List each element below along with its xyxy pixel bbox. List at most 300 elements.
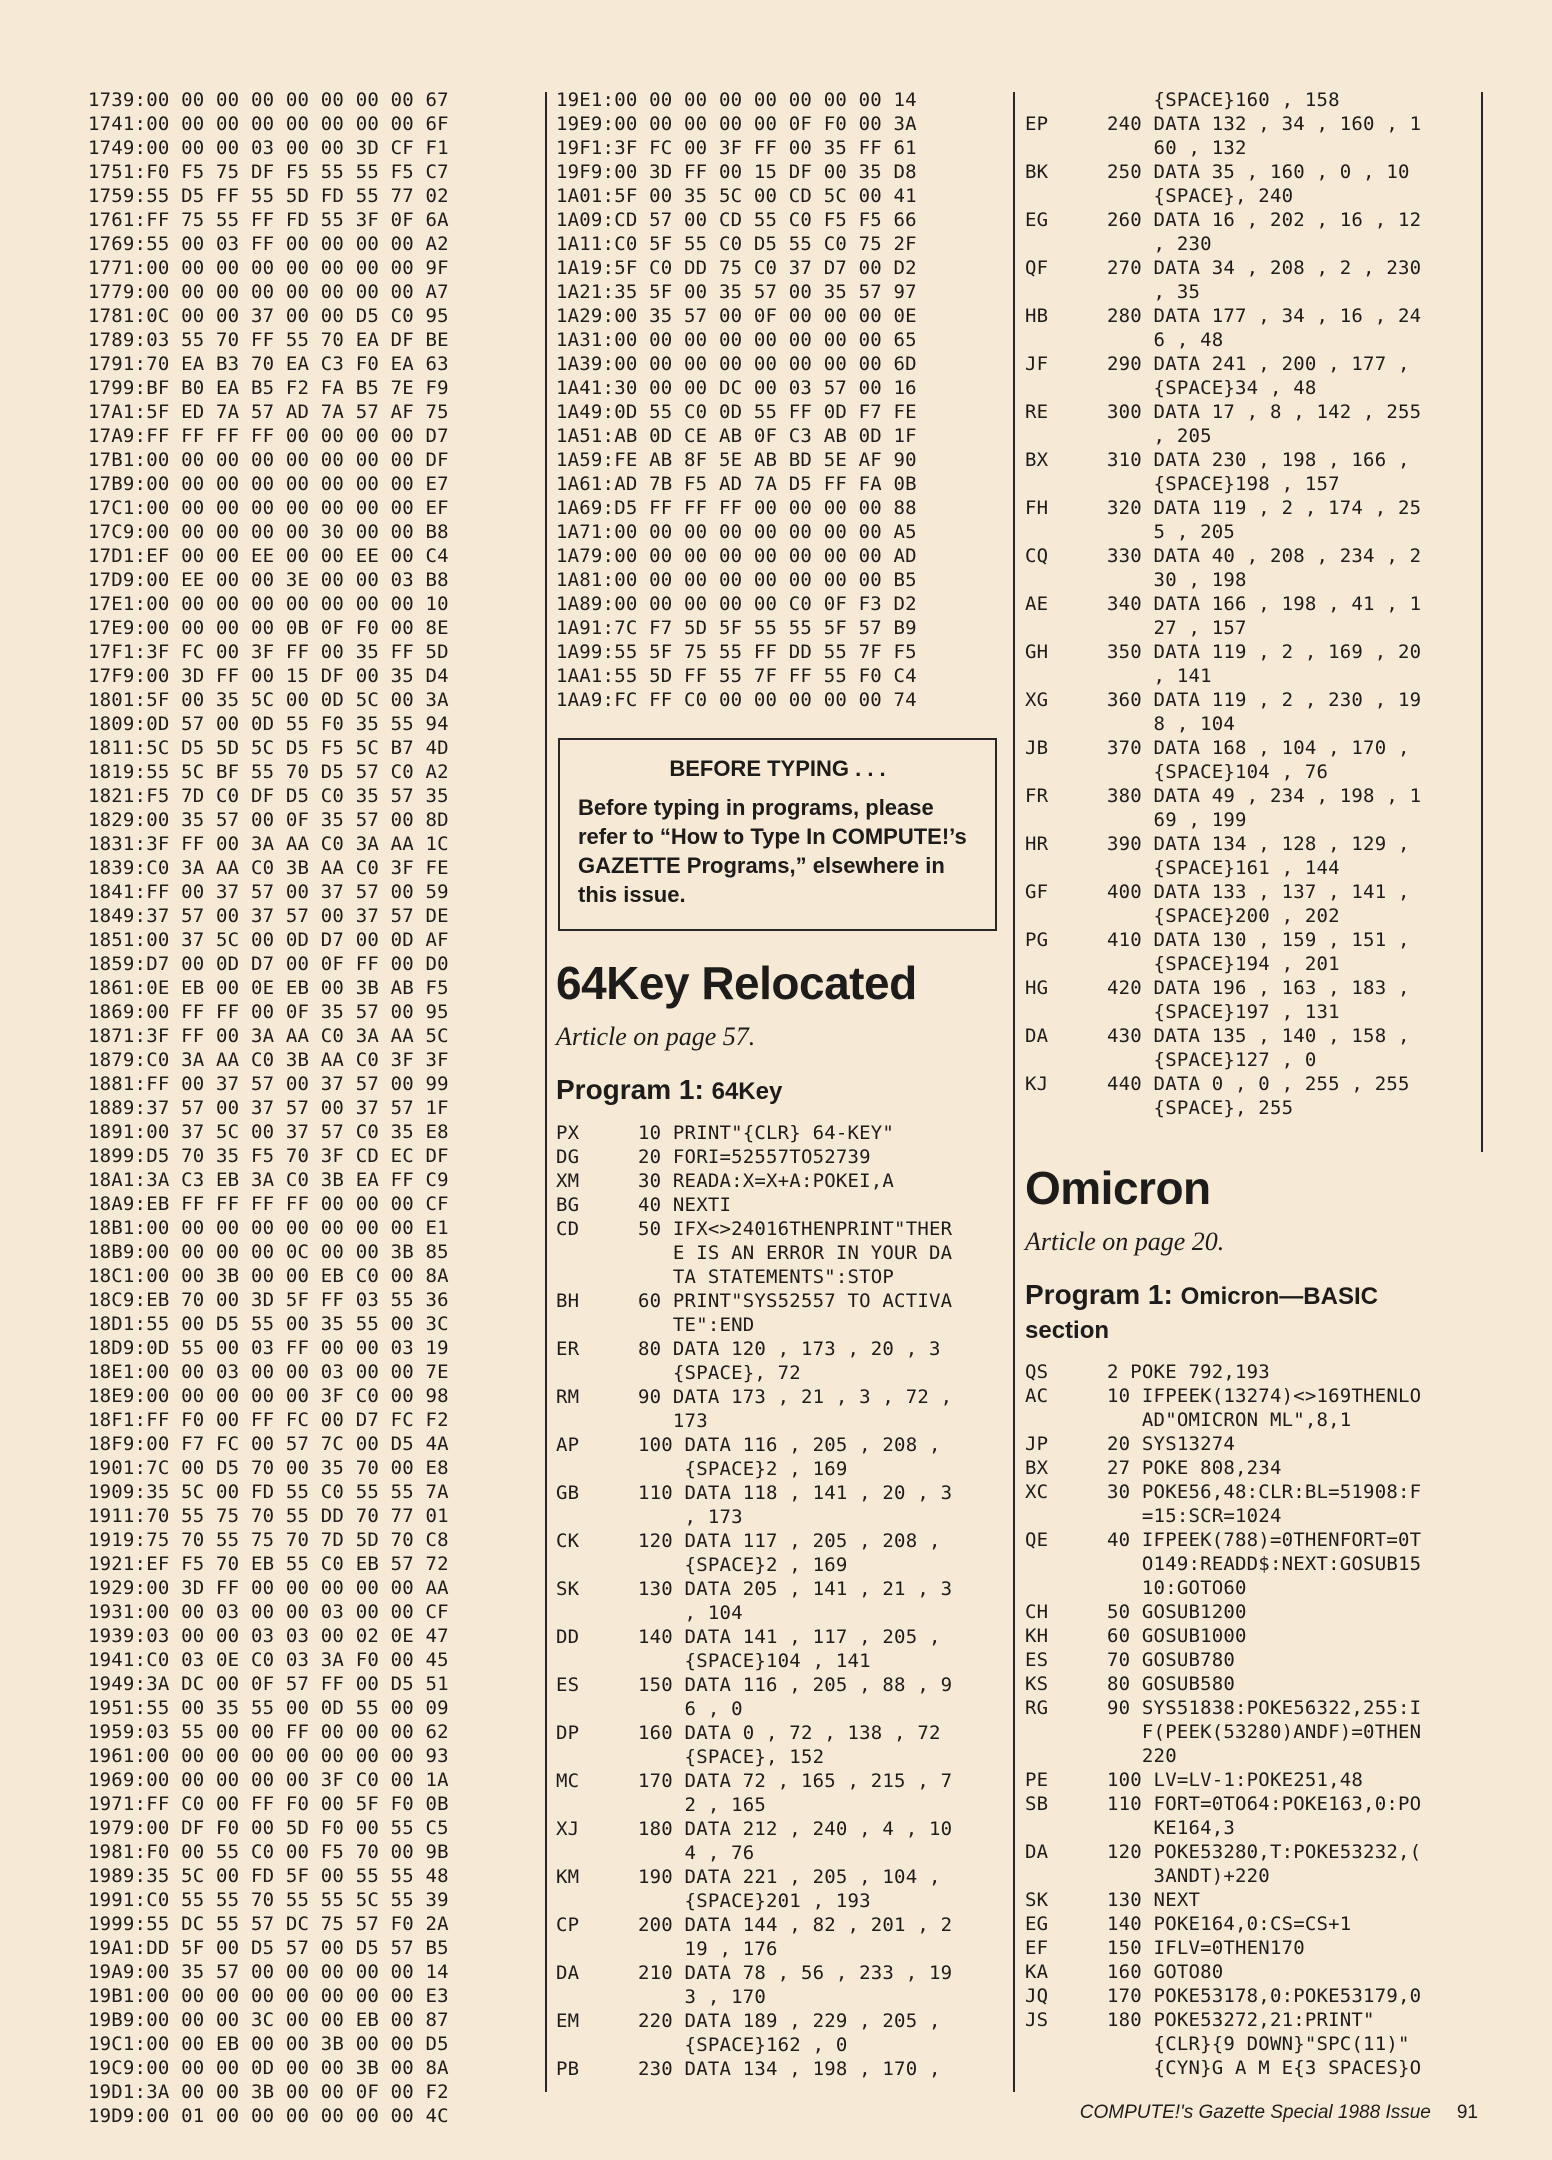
hex-line: 1A71:00 00 00 00 00 00 00 00 A5 <box>556 521 917 543</box>
program-line <box>556 1505 997 1529</box>
program-line <box>556 1817 997 1841</box>
hex-line: 1761:FF 75 55 FF FD 55 3F 0F 6A <box>88 209 449 231</box>
program-line <box>556 1697 997 1721</box>
line-text: 100 LV=LV-1:POKE251,48 <box>1107 1769 1364 1791</box>
line-text: 27 , 157 <box>1107 617 1247 639</box>
hex-line: 1871:3F FF 00 3A AA C0 3A AA 5C <box>88 1025 449 1047</box>
program-line <box>556 1841 997 1865</box>
hex-line: 19D1:3A 00 00 3B 00 00 0F 00 F2 <box>88 2081 449 2103</box>
checksum-code <box>1025 280 1107 304</box>
program-line <box>556 1913 997 1937</box>
hex-line: 18B9:00 00 00 00 0C 00 00 3B 85 <box>88 1241 449 1263</box>
hex-line: 17D1:EF 00 00 EE 00 00 EE 00 C4 <box>88 545 449 567</box>
line-text: {SPACE}2 , 169 <box>638 1458 848 1480</box>
hex-line: 1A09:CD 57 00 CD 55 C0 F5 F5 66 <box>556 209 917 231</box>
checksum-code: ES <box>556 1674 580 1696</box>
hex-line: 1A69:D5 FF FF FF 00 00 00 00 88 <box>556 497 917 519</box>
hex-line: 1959:03 55 00 00 FF 00 00 00 62 <box>88 1721 449 1743</box>
hex-line: 19D9:00 01 00 00 00 00 00 00 4C <box>88 2105 449 2127</box>
line-text: TA STATEMENTS":STOP <box>638 1266 895 1288</box>
checksum-code <box>1025 856 1107 880</box>
hex-line: 18C9:EB 70 00 3D 5F FF 03 55 36 <box>88 1289 449 1311</box>
line-text: 210 DATA 78 , 56 , 233 , 19 <box>638 1962 953 1984</box>
program-line <box>1025 832 1481 856</box>
checksum-code <box>556 1649 638 1673</box>
checksum-code <box>556 1265 638 1289</box>
line-text: 60 , 132 <box>1107 137 1247 159</box>
checksum-code <box>556 1985 638 2009</box>
hex-line: 1881:FF 00 37 57 00 37 57 00 99 <box>88 1073 449 1095</box>
checksum-code: JS <box>1025 2009 1049 2031</box>
hex-line: 1A89:00 00 00 00 00 C0 0F F3 D2 <box>556 593 917 615</box>
hex-line: 1769:55 00 03 FF 00 00 00 00 A2 <box>88 233 449 255</box>
hex-line: 1789:03 55 70 FF 55 70 EA DF BE <box>88 329 449 351</box>
checksum-code: EF <box>1025 1937 1049 1959</box>
checksum-code: EP <box>1025 113 1049 135</box>
line-text: , 141 <box>1107 665 1212 687</box>
program-line <box>556 1553 997 1577</box>
hex-line: 17F1:3F FC 00 3F FF 00 35 FF 5D <box>88 641 449 663</box>
checksum-code: ER <box>556 1338 580 1360</box>
checksum-code: FR <box>1025 785 1049 807</box>
line-text: {SPACE}162 , 0 <box>638 2034 848 2056</box>
hex-line: 1A91:7C F7 5D 5F 55 55 5F 57 B9 <box>556 617 917 639</box>
hex-line: 1851:00 37 5C 00 0D D7 00 0D AF <box>88 929 449 951</box>
program-line <box>1025 1792 1481 1816</box>
program-line <box>556 1721 997 1745</box>
hex-line: 1839:C0 3A AA C0 3B AA C0 3F FE <box>88 857 449 879</box>
line-text: 300 DATA 17 , 8 , 142 , 255 <box>1107 401 1422 423</box>
line-text: 150 DATA 116 , 205 , 88 , 9 <box>638 1674 953 1696</box>
program-line <box>1025 448 1481 472</box>
line-text: 50 IFX<>24016THENPRINT"THER <box>638 1218 953 1240</box>
checksum-code: MC <box>556 1770 580 1792</box>
checksum-code: EG <box>1025 209 1049 231</box>
checksum-code: PX <box>556 1122 580 1144</box>
line-text: {SPACE}, 72 <box>638 1362 801 1384</box>
program-line <box>1025 304 1481 328</box>
checksum-code <box>1025 1816 1107 1840</box>
program-line <box>1025 424 1481 448</box>
program-line <box>1025 136 1481 160</box>
line-text: 27 POKE 808,234 <box>1107 1457 1282 1479</box>
program-line <box>1025 256 1481 280</box>
checksum-code <box>556 1505 638 1529</box>
program-heading-omicron <box>1025 1278 1481 1348</box>
program-line <box>1025 880 1481 904</box>
checksum-code <box>556 1241 638 1265</box>
line-text: 380 DATA 49 , 234 , 198 , 1 <box>1107 785 1422 807</box>
checksum-code: KH <box>1025 1625 1049 1647</box>
checksum-code: QE <box>1025 1529 1049 1551</box>
checksum-code <box>556 1601 638 1625</box>
program-line <box>1025 400 1481 424</box>
program-line <box>1025 976 1481 1000</box>
checksum-code: BH <box>556 1290 580 1312</box>
line-text: {CYN}G A M E{3 SPACES}O <box>1107 2057 1422 2079</box>
hex-line: 1861:0E EB 00 0E EB 00 3B AB F5 <box>88 977 449 999</box>
hex-line: 1829:00 35 57 00 0F 35 57 00 8D <box>88 809 449 831</box>
checksum-code: KS <box>1025 1673 1049 1695</box>
checksum-code <box>1025 136 1107 160</box>
program-name-cont: section <box>1025 1317 1110 1344</box>
line-text: {SPACE}34 , 48 <box>1107 377 1317 399</box>
line-text: 30 , 198 <box>1107 569 1247 591</box>
line-text: 110 DATA 118 , 141 , 20 , 3 <box>638 1482 953 1504</box>
line-text: {SPACE}160 , 158 <box>1107 89 1340 111</box>
checksum-code: EM <box>556 2010 580 2032</box>
hex-line: 1A31:00 00 00 00 00 00 00 00 65 <box>556 329 917 351</box>
line-text: 290 DATA 241 , 200 , 177 , <box>1107 353 1410 375</box>
program-line <box>1025 1072 1481 1096</box>
checksum-code: GF <box>1025 881 1049 903</box>
hex-line: 1889:37 57 00 37 57 00 37 57 1F <box>88 1097 449 1119</box>
hex-line: 1941:C0 03 0E C0 03 3A F0 00 45 <box>88 1649 449 1671</box>
program-line <box>556 1793 997 1817</box>
line-text: 200 DATA 144 , 82 , 201 , 2 <box>638 1914 953 1936</box>
checksum-code: QS <box>1025 1361 1049 1383</box>
hex-line: 1879:C0 3A AA C0 3B AA C0 3F 3F <box>88 1049 449 1071</box>
checksum-code: GB <box>556 1482 580 1504</box>
line-text: 140 DATA 141 , 117 , 205 , <box>638 1626 941 1648</box>
checksum-code <box>1025 1408 1107 1432</box>
line-text: {SPACE}2 , 169 <box>638 1554 848 1576</box>
hex-line: 18D1:55 00 D5 55 00 35 55 00 3C <box>88 1313 449 1335</box>
column-3 <box>1025 88 1481 2080</box>
checksum-code <box>1025 760 1107 784</box>
checksum-code: GH <box>1025 641 1049 663</box>
hex-line: 18F1:FF F0 00 FF FC 00 D7 FC F2 <box>88 1409 449 1431</box>
line-text: {SPACE}161 , 144 <box>1107 857 1340 879</box>
hex-line: 1A21:35 5F 00 35 57 00 35 57 97 <box>556 281 917 303</box>
program-line <box>1025 1768 1481 1792</box>
program-line <box>556 1145 997 1169</box>
program-line <box>1025 2056 1481 2080</box>
checksum-code: CH <box>1025 1601 1049 1623</box>
hex-line: 1779:00 00 00 00 00 00 00 00 A7 <box>88 281 449 303</box>
line-text: 10:GOTO60 <box>1107 1577 1247 1599</box>
program-line <box>1025 1000 1481 1024</box>
hex-line: 1831:3F FF 00 3A AA C0 3A AA 1C <box>88 833 449 855</box>
line-text: {SPACE}198 , 157 <box>1107 473 1340 495</box>
checksum-code: KM <box>556 1866 580 1888</box>
hex-line: 1901:7C 00 D5 70 00 35 70 00 E8 <box>88 1457 449 1479</box>
hex-line: 1741:00 00 00 00 00 00 00 00 6F <box>88 113 449 135</box>
hex-line: 1A79:00 00 00 00 00 00 00 00 AD <box>556 545 917 567</box>
article-reference: Article on page 57. <box>556 1022 756 1051</box>
line-text: 20 SYS13274 <box>1107 1433 1236 1455</box>
checksum-code <box>556 1697 638 1721</box>
program-line <box>556 1337 997 1361</box>
program-line <box>1025 160 1481 184</box>
hex-line: 17D9:00 EE 00 00 3E 00 00 03 B8 <box>88 569 449 591</box>
hex-line: 19C9:00 00 00 0D 00 00 3B 00 8A <box>88 2057 449 2079</box>
hex-line: 1799:BF B0 EA B5 F2 FA B5 7E F9 <box>88 377 449 399</box>
hex-line: 19E1:00 00 00 00 00 00 00 00 14 <box>556 89 917 111</box>
hex-line: 1971:FF C0 00 FF F0 00 5F F0 0B <box>88 1793 449 1815</box>
hex-line: 1911:70 55 75 70 55 DD 70 77 01 <box>88 1505 449 1527</box>
program-line <box>1025 1480 1481 1504</box>
checksum-code: AE <box>1025 593 1049 615</box>
program-line <box>556 1265 997 1289</box>
checksum-code: RM <box>556 1386 580 1408</box>
program-line <box>556 1625 997 1649</box>
checksum-code: XC <box>1025 1481 1049 1503</box>
checksum-code: BX <box>1025 449 1049 471</box>
hex-line: 1921:EF F5 70 EB 55 C0 EB 57 72 <box>88 1553 449 1575</box>
checksum-code: QF <box>1025 257 1049 279</box>
basic-listing-64key <box>556 1121 997 2081</box>
program-line <box>1025 760 1481 784</box>
line-text: 180 DATA 212 , 240 , 4 , 10 <box>638 1818 953 1840</box>
checksum-code <box>556 1313 638 1337</box>
column-1 <box>88 88 540 2128</box>
line-text: E IS AN ERROR IN YOUR DA <box>638 1242 953 1264</box>
checksum-code <box>556 1937 638 1961</box>
line-text: 6 , 0 <box>638 1698 743 1720</box>
hex-line: 1979:00 DF F0 00 5D F0 00 55 C5 <box>88 1817 449 1839</box>
line-text: 80 DATA 120 , 173 , 20 , 3 <box>638 1338 941 1360</box>
line-text: 10 PRINT"{CLR} 64-KEY" <box>638 1122 895 1144</box>
line-text: 3 , 170 <box>638 1986 767 2008</box>
program-line <box>1025 1408 1481 1432</box>
checksum-code: DD <box>556 1626 580 1648</box>
program-line <box>1025 568 1481 592</box>
hex-line: 1999:55 DC 55 57 DC 75 57 F0 2A <box>88 1913 449 1935</box>
hex-line: 1781:0C 00 00 37 00 00 D5 C0 95 <box>88 305 449 327</box>
hex-line: 1929:00 3D FF 00 00 00 00 00 AA <box>88 1577 449 1599</box>
hex-line: 1969:00 00 00 00 00 3F C0 00 1A <box>88 1769 449 1791</box>
program-line <box>1025 1432 1481 1456</box>
hex-line: 1771:00 00 00 00 00 00 00 00 9F <box>88 257 449 279</box>
checksum-code: CP <box>556 1914 580 1936</box>
hex-line: 1A49:0D 55 C0 0D 55 FF 0D F7 FE <box>556 401 917 423</box>
line-text: , 173 <box>638 1506 743 1528</box>
line-text: 250 DATA 35 , 160 , 0 , 10 <box>1107 161 1410 183</box>
article-reference-omicron: Article on page 20. <box>1025 1227 1225 1256</box>
line-text: {SPACE}201 , 193 <box>638 1890 871 1912</box>
checksum-code <box>1025 1552 1107 1576</box>
checksum-code <box>1025 616 1107 640</box>
checksum-code <box>1025 520 1107 544</box>
program-name: 64Key <box>711 1078 783 1105</box>
hex-line: 1A61:AD 7B F5 AD 7A D5 FF FA 0B <box>556 473 917 495</box>
program-line <box>1025 1912 1481 1936</box>
line-text: 390 DATA 134 , 128 , 129 , <box>1107 833 1410 855</box>
line-text: =15:SCR=1024 <box>1107 1505 1282 1527</box>
checksum-code: XJ <box>556 1818 580 1840</box>
checksum-code: JQ <box>1025 1985 1049 2007</box>
basic-listing-64key-cont <box>1025 88 1481 1120</box>
program-line <box>556 1361 997 1385</box>
hex-line: 1819:55 5C BF 55 70 D5 57 C0 A2 <box>88 761 449 783</box>
hex-line: 18C1:00 00 3B 00 00 EB C0 00 8A <box>88 1265 449 1287</box>
hex-line: 1989:35 5C 00 FD 5F 00 55 55 48 <box>88 1865 449 1887</box>
checksum-code: PE <box>1025 1769 1049 1791</box>
program-line <box>556 1961 997 1985</box>
program-line <box>1025 1576 1481 1600</box>
program-line <box>1025 1984 1481 2008</box>
line-text: 220 DATA 189 , 229 , 205 , <box>638 2010 941 2032</box>
program-label: Program 1: <box>556 1074 704 1105</box>
checksum-code <box>556 1841 638 1865</box>
hex-line: 19F9:00 3D FF 00 15 DF 00 35 D8 <box>556 161 917 183</box>
program-label: Program 1: <box>1025 1279 1173 1310</box>
checksum-code: HB <box>1025 305 1049 327</box>
line-text: 330 DATA 40 , 208 , 234 , 2 <box>1107 545 1422 567</box>
hex-line: 17B9:00 00 00 00 00 00 00 00 E7 <box>88 473 449 495</box>
line-text: 5 , 205 <box>1107 521 1236 543</box>
line-text: 440 DATA 0 , 0 , 255 , 255 <box>1107 1073 1410 1095</box>
program-line <box>1025 1840 1481 1864</box>
line-text: {SPACE}197 , 131 <box>1107 1001 1340 1023</box>
line-text: 120 POKE53280,T:POKE53232,( <box>1107 1841 1422 1863</box>
checksum-code <box>1025 1576 1107 1600</box>
checksum-code <box>1025 1864 1107 1888</box>
line-text: 2 POKE 792,193 <box>1107 1361 1270 1383</box>
checksum-code: JF <box>1025 353 1049 375</box>
program-line <box>1025 1048 1481 1072</box>
page-footer <box>1080 2102 1478 2124</box>
hex-line: 1809:0D 57 00 0D 55 F0 35 55 94 <box>88 713 449 735</box>
checksum-code <box>1025 1000 1107 1024</box>
program-line <box>1025 1816 1481 1840</box>
program-line <box>1025 88 1481 112</box>
program-line <box>556 1529 997 1553</box>
checksum-code <box>1025 328 1107 352</box>
hex-line: 17F9:00 3D FF 00 15 DF 00 35 D4 <box>88 665 449 687</box>
line-text: {SPACE}, 152 <box>638 1746 825 1768</box>
checksum-code <box>1025 1504 1107 1528</box>
line-text: F(PEEK(53280)ANDF)=0THEN <box>1107 1721 1422 1743</box>
program-line <box>1025 1648 1481 1672</box>
checksum-code: AP <box>556 1434 580 1456</box>
checksum-code: KA <box>1025 1961 1049 1983</box>
program-line <box>556 1865 997 1889</box>
line-text: 340 DATA 166 , 198 , 41 , 1 <box>1107 593 1422 615</box>
program-line <box>1025 1960 1481 1984</box>
program-line <box>1025 952 1481 976</box>
program-line <box>556 1769 997 1793</box>
hex-line: 1939:03 00 00 03 03 00 02 0E 47 <box>88 1625 449 1647</box>
hex-line: 1A19:5F C0 DD 75 C0 37 D7 00 D2 <box>556 257 917 279</box>
checksum-code <box>556 1457 638 1481</box>
hex-line: 18A9:EB FF FF FF FF 00 00 00 CF <box>88 1193 449 1215</box>
program-line <box>1025 232 1481 256</box>
checksum-code <box>1025 1096 1107 1120</box>
program-line <box>1025 928 1481 952</box>
column-rule-far-right <box>1481 92 1483 1152</box>
hex-line: 1931:00 00 03 00 00 03 00 00 CF <box>88 1601 449 1623</box>
hex-line: 1A29:00 35 57 00 0F 00 00 00 0E <box>556 305 917 327</box>
checksum-code: DG <box>556 1146 580 1168</box>
program-line <box>1025 2032 1481 2056</box>
program-line <box>1025 328 1481 352</box>
line-text: 3ANDT)+220 <box>1107 1865 1270 1887</box>
program-line <box>1025 664 1481 688</box>
checksum-code: XM <box>556 1170 580 1192</box>
program-line <box>1025 1504 1481 1528</box>
checksum-code: RG <box>1025 1697 1049 1719</box>
checksum-code: CD <box>556 1218 580 1240</box>
line-text: 110 FORT=0TO64:POKE163,0:PO <box>1107 1793 1422 1815</box>
line-text: 350 DATA 119 , 2 , 169 , 20 <box>1107 641 1422 663</box>
hex-line: 1891:00 37 5C 00 37 57 C0 35 E8 <box>88 1121 449 1143</box>
line-text: 430 DATA 135 , 140 , 158 , <box>1107 1025 1410 1047</box>
checksum-code <box>1025 232 1107 256</box>
hex-line: 19E9:00 00 00 00 00 0F F0 00 3A <box>556 113 917 135</box>
line-text: 60 GOSUB1000 <box>1107 1625 1247 1647</box>
line-text: 70 GOSUB780 <box>1107 1649 1236 1671</box>
hex-line: 19B1:00 00 00 00 00 00 00 00 E3 <box>88 1985 449 2007</box>
hex-line: 17C9:00 00 00 00 00 30 00 00 B8 <box>88 521 449 543</box>
program-line <box>556 1121 997 1145</box>
program-line <box>556 1601 997 1625</box>
program-line <box>1025 736 1481 760</box>
line-text: 173 <box>638 1410 708 1432</box>
hex-line: 17A1:5F ED 7A 57 AD 7A 57 AF 75 <box>88 401 449 423</box>
line-text: 6 , 48 <box>1107 329 1224 351</box>
article-title-omicron: Omicron <box>1025 1162 1211 1214</box>
line-text: 150 IFLV=0THEN170 <box>1107 1937 1305 1959</box>
checksum-code: HR <box>1025 833 1049 855</box>
hex-line: 1849:37 57 00 37 57 00 37 57 DE <box>88 905 449 927</box>
line-text: 19 , 176 <box>638 1938 778 1960</box>
hex-line: 1759:55 D5 FF 55 5D FD 55 77 02 <box>88 185 449 207</box>
checksum-code <box>1025 2056 1107 2080</box>
checksum-code <box>556 1553 638 1577</box>
program-line <box>1025 784 1481 808</box>
line-text: , 205 <box>1107 425 1212 447</box>
hex-line: 19C1:00 00 EB 00 00 3B 00 00 D5 <box>88 2033 449 2055</box>
program-line <box>1025 1360 1481 1384</box>
checksum-code <box>1025 808 1107 832</box>
line-text: 420 DATA 196 , 163 , 183 , <box>1107 977 1410 999</box>
before-typing-box <box>558 738 997 931</box>
line-text: 10 IFPEEK(13274)<>169THENLO <box>1107 1385 1422 1407</box>
hex-line: 1A51:AB 0D CE AB 0F C3 AB 0D 1F <box>556 425 917 447</box>
line-text: 240 DATA 132 , 34 , 160 , 1 <box>1107 113 1422 135</box>
checksum-code <box>1025 2032 1107 2056</box>
line-text: 410 DATA 130 , 159 , 151 , <box>1107 929 1410 951</box>
program-line <box>1025 1720 1481 1744</box>
line-text: {SPACE}, 240 <box>1107 185 1294 207</box>
hex-line: 1899:D5 70 35 F5 70 3F CD EC DF <box>88 1145 449 1167</box>
program-line <box>1025 1744 1481 1768</box>
program-line <box>1025 496 1481 520</box>
checksum-code: HG <box>1025 977 1049 999</box>
checksum-code: PB <box>556 2058 580 2080</box>
line-text: 310 DATA 230 , 198 , 166 , <box>1107 449 1410 471</box>
program-line <box>1025 1864 1481 1888</box>
program-line <box>1025 472 1481 496</box>
line-text: 80 GOSUB580 <box>1107 1673 1236 1695</box>
line-text: 170 DATA 72 , 165 , 215 , 7 <box>638 1770 953 1792</box>
hex-line: 17E1:00 00 00 00 00 00 00 00 10 <box>88 593 449 615</box>
checksum-code: BX <box>1025 1457 1049 1479</box>
hex-line: 1909:35 5C 00 FD 55 C0 55 55 7A <box>88 1481 449 1503</box>
checksum-code <box>556 1889 638 1913</box>
checksum-code: SK <box>556 1578 580 1600</box>
program-line <box>1025 2008 1481 2032</box>
hex-line: 1A99:55 5F 75 55 FF DD 55 7F F5 <box>556 641 917 663</box>
program-heading <box>556 1073 997 1109</box>
hex-line: 19A1:DD 5F 00 D5 57 00 D5 57 B5 <box>88 1937 449 1959</box>
hex-line: 1801:5F 00 35 5C 00 0D 5C 00 3A <box>88 689 449 711</box>
checksum-code: EG <box>1025 1913 1049 1935</box>
article-omicron <box>1025 1160 1481 2080</box>
checksum-code: JP <box>1025 1433 1049 1455</box>
